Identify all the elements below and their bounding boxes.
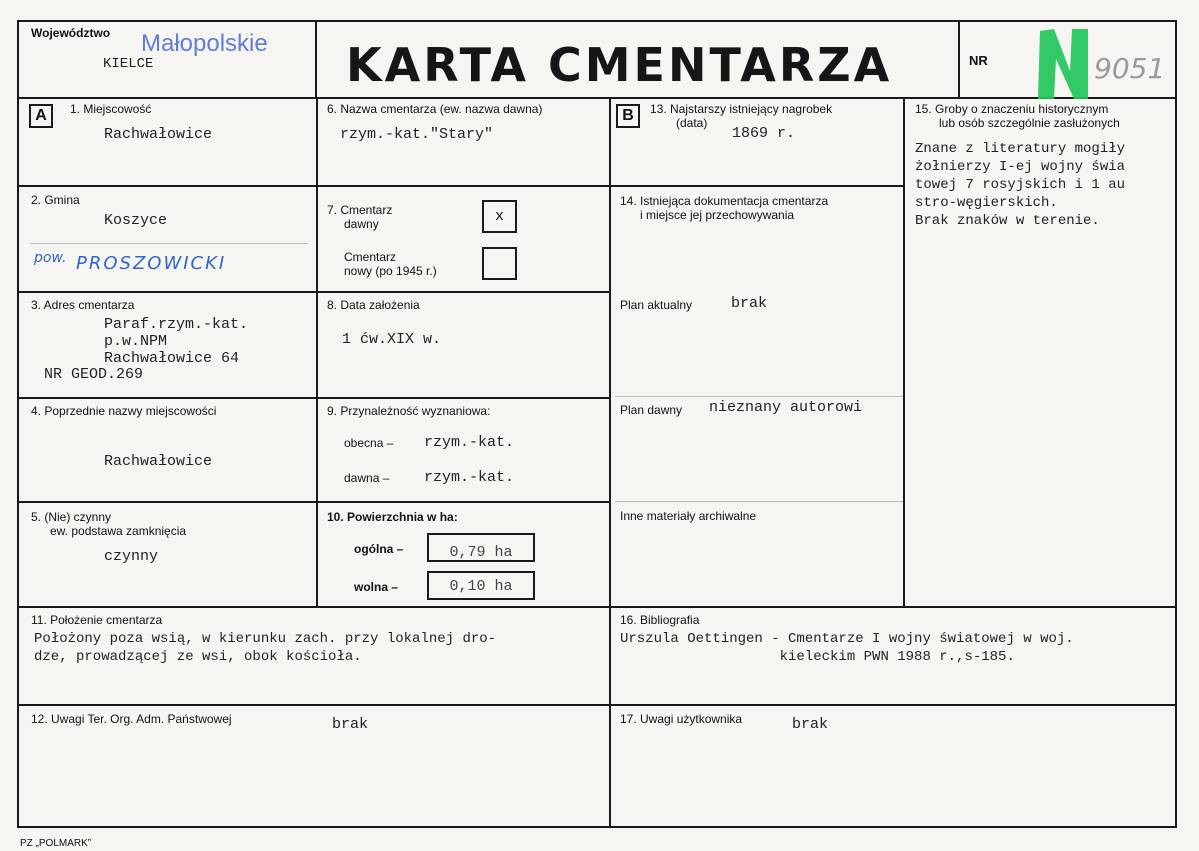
field-3-value: Paraf.rzym.-kat. p.w.NPM Rachwałowice 64 xyxy=(104,316,249,367)
field-5-label-2: ew. podstawa zamknięcia xyxy=(50,524,187,538)
page-title: KARTA CMENTARZA xyxy=(346,38,893,92)
field-5-value: czynny xyxy=(104,548,159,565)
field-15-label-2: lub osób szczególnie zasłużonych xyxy=(939,116,1120,130)
plan-dawny-value: nieznany autorowi xyxy=(709,399,863,416)
row-divider-13 xyxy=(609,185,904,187)
field-7-dawny-label: dawny xyxy=(344,217,379,231)
row-divider-5 xyxy=(17,606,1177,608)
field-10-ogolna-label: ogólna – xyxy=(354,542,404,556)
field-11-value: Położony poza wsią, w kierunku zach. przy lokalnej dro- dze, prowadzącej ze wsi, obok kościoła. xyxy=(34,631,497,665)
field-11-label: 11. Położenie cmentarza xyxy=(31,613,163,627)
field-14-label: 14. Istniejąca dokumentacja cmentarza xyxy=(620,194,829,208)
field-1-label: 1. Miejscowość xyxy=(70,102,152,116)
plan-aktualny-value: brak xyxy=(731,295,768,312)
row-divider-4 xyxy=(17,501,610,503)
col-divider-mid xyxy=(609,97,611,828)
field-12-label: 12. Uwagi Ter. Org. Adm. Państwowej xyxy=(31,712,232,726)
powiat-handwritten: PROSZOWICKI xyxy=(76,253,227,274)
printer-imprint: PZ „POLMARK” xyxy=(20,838,92,849)
field-17-label: 17. Uwagi użytkownika xyxy=(620,712,743,726)
row-divider-gmina xyxy=(30,243,308,244)
row-divider-3 xyxy=(17,397,610,399)
row-divider-2 xyxy=(17,291,610,293)
field-9-dawna-label: dawna – xyxy=(344,471,390,485)
field-13-label: 13. Najstarszy istniejący nagrobek xyxy=(650,102,833,116)
header-divider xyxy=(17,97,1177,99)
field-9-obecna-value: rzym.-kat. xyxy=(424,434,515,451)
field-12-value: brak xyxy=(332,716,369,733)
field-2-label: 2. Gmina xyxy=(31,193,80,207)
nr-label: NR xyxy=(969,53,988,68)
header-col-divider-1 xyxy=(315,20,317,98)
field-16-value: Urszula Oettingen - Cmentarze I wojny światowej w woj. kieleckim PWN 1988 r.,s-185. xyxy=(620,631,1074,665)
field-17-value: brak xyxy=(792,716,829,733)
field-5-label: 5. (Nie) czynny xyxy=(31,510,112,524)
field-1-value: Rachwałowice xyxy=(104,126,213,143)
nr-handwritten: 9051 xyxy=(1094,52,1166,85)
plan-dawny-label: Plan dawny xyxy=(620,403,683,417)
field-10-wolna-label: wolna – xyxy=(354,580,399,594)
header-col-divider-2 xyxy=(958,20,960,98)
field-2-value: Koszyce xyxy=(104,212,168,229)
field-13-label-2: (data) xyxy=(676,116,708,130)
row-divider-1 xyxy=(17,185,610,187)
field-3-label: 3. Adres cmentarza xyxy=(31,298,135,312)
field-8-value: 1 ćw.XIX w. xyxy=(342,331,442,348)
field-10-wolna-value: 0,10 ha xyxy=(427,571,535,600)
checkbox-dawny[interactable]: x xyxy=(482,200,517,233)
section-b-badge: B xyxy=(616,104,640,128)
col-divider-a xyxy=(316,97,318,607)
field-10-label: 10. Powierzchnia w ha: xyxy=(327,510,458,524)
field-3-geod: NR GEOD.269 xyxy=(44,366,144,383)
plan-aktualny-label: Plan aktualny xyxy=(620,298,693,312)
field-4-label: 4. Poprzednie nazwy miejscowości xyxy=(31,404,217,418)
field-7-label: 7. Cmentarz xyxy=(327,203,393,217)
pow-handwritten: pow. xyxy=(34,250,67,266)
field-6-label: 6. Nazwa cmentarza (ew. nazwa dawna) xyxy=(327,102,543,116)
row-divider-plan-dawny xyxy=(615,501,903,502)
inne-materialy-label: Inne materiały archiwalne xyxy=(620,509,757,523)
field-7-cmentarz-label: Cmentarz xyxy=(344,250,397,264)
wojewodztwo-typed: KIELCE xyxy=(103,56,154,72)
field-8-label: 8. Data założenia xyxy=(327,298,420,312)
field-14-label-2: i miejsce jej przechowywania xyxy=(640,208,795,222)
field-10-ogolna-value: 0,79 ha xyxy=(427,533,535,562)
field-13-value: 1869 r. xyxy=(732,125,796,142)
wojewodztwo-stamp: Małopolskie xyxy=(141,30,268,57)
checkbox-nowy[interactable] xyxy=(482,247,517,280)
field-6-value: rzym.-kat."Stary" xyxy=(340,126,494,143)
field-15-label: 15. Groby o znaczeniu historycznym xyxy=(915,102,1109,116)
wojewodztwo-label: Województwo xyxy=(31,26,111,40)
field-9-dawna-value: rzym.-kat. xyxy=(424,469,515,486)
col-divider-b xyxy=(903,97,905,607)
field-9-label: 9. Przynależność wyznaniowa: xyxy=(327,404,491,418)
field-4-value: Rachwałowice xyxy=(104,453,213,470)
field-16-label: 16. Bibliografia xyxy=(620,613,700,627)
field-15-value: Znane z literatury mogiły żołnierzy I-ej wojny świa towej 7 rosyjskich i 1 au stro-węgierskich. Brak znaków w terenie. xyxy=(915,141,1126,229)
field-9-obecna-label: obecna – xyxy=(344,436,394,450)
row-divider-6 xyxy=(17,704,1177,706)
green-marker-mark xyxy=(1032,25,1094,101)
field-7-nowy-label: nowy (po 1945 r.) xyxy=(344,264,437,278)
section-a-badge: A xyxy=(29,104,53,128)
row-divider-plan-akt xyxy=(615,396,903,397)
